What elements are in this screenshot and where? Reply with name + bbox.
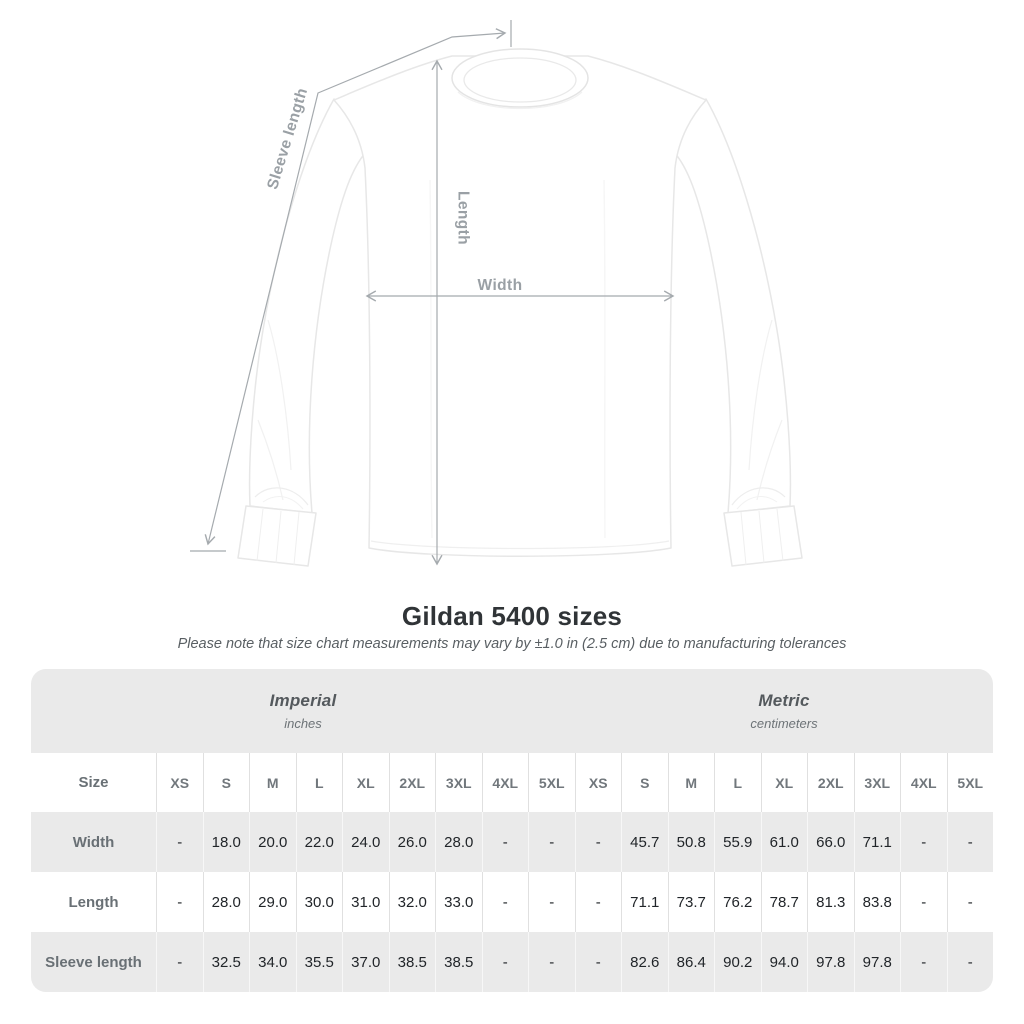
value-cell: 32.0 <box>389 872 436 932</box>
value-cell: 37.0 <box>342 932 389 992</box>
size-header-metric-s: S <box>621 753 668 812</box>
metric-unit: centimeters <box>750 716 818 731</box>
value-cell: - <box>947 932 994 992</box>
tolerance-note: Please note that size chart measurements may vary by ±1.0 in (2.5 cm) due to manufacturing tolerances <box>177 636 847 652</box>
imperial-header <box>31 669 575 753</box>
value-cell: 71.1 <box>854 812 901 872</box>
value-cell: 73.7 <box>668 872 715 932</box>
value-cell: - <box>156 812 203 872</box>
value-cell: 22.0 <box>296 812 343 872</box>
row-header-width: Width <box>31 812 156 872</box>
row-header-sleeve-length: Sleeve length <box>31 932 156 992</box>
value-cell: 30.0 <box>296 872 343 932</box>
value-cell: - <box>575 812 622 872</box>
value-cell: 28.0 <box>203 872 250 932</box>
unit-band <box>31 669 993 753</box>
size-header-imperial-xs: XS <box>156 753 203 812</box>
metric-title: Metric <box>758 691 810 710</box>
size-header-imperial-m: M <box>249 753 296 812</box>
value-cell: 20.0 <box>249 812 296 872</box>
width-label: Width <box>477 277 523 294</box>
value-cell: 94.0 <box>761 932 808 992</box>
size-header-metric-xl: XL <box>761 753 808 812</box>
value-cell: 32.5 <box>203 932 250 992</box>
value-cell: 61.0 <box>761 812 808 872</box>
size-header-metric-xs: XS <box>575 753 622 812</box>
size-header-metric-l: L <box>714 753 761 812</box>
size-header-metric-4xl: 4XL <box>900 753 947 812</box>
value-cell: 90.2 <box>714 932 761 992</box>
imperial-title: Imperial <box>269 691 337 710</box>
size-header-imperial-5xl: 5XL <box>528 753 575 812</box>
value-cell: - <box>528 932 575 992</box>
value-cell: 82.6 <box>621 932 668 992</box>
value-cell: 55.9 <box>714 812 761 872</box>
value-cell: 83.8 <box>854 872 901 932</box>
value-cell: - <box>482 812 529 872</box>
size-header-metric-5xl: 5XL <box>947 753 994 812</box>
shirt-graphic <box>238 49 802 566</box>
value-cell: 26.0 <box>389 812 436 872</box>
size-column-header: Size <box>31 753 156 812</box>
value-cell: 18.0 <box>203 812 250 872</box>
value-cell: - <box>900 932 947 992</box>
value-cell: 24.0 <box>342 812 389 872</box>
size-header-imperial-2xl: 2XL <box>389 753 436 812</box>
value-cell: 29.0 <box>249 872 296 932</box>
value-cell: - <box>156 872 203 932</box>
value-cell: - <box>482 932 529 992</box>
value-cell: - <box>528 872 575 932</box>
size-header-metric-2xl: 2XL <box>807 753 854 812</box>
value-cell: 50.8 <box>668 812 715 872</box>
value-cell: 71.1 <box>621 872 668 932</box>
value-cell: 66.0 <box>807 812 854 872</box>
size-header-metric-3xl: 3XL <box>854 753 901 812</box>
value-cell: - <box>528 812 575 872</box>
size-header-imperial-3xl: 3XL <box>435 753 482 812</box>
size-chart-table <box>31 669 993 992</box>
metric-header <box>575 669 993 753</box>
size-grid <box>31 753 993 992</box>
value-cell: 38.5 <box>435 932 482 992</box>
value-cell: 81.3 <box>807 872 854 932</box>
value-cell: - <box>900 812 947 872</box>
value-cell: - <box>575 932 622 992</box>
value-cell: 33.0 <box>435 872 482 932</box>
value-cell: 35.5 <box>296 932 343 992</box>
value-cell: - <box>947 812 994 872</box>
size-header-imperial-xl: XL <box>342 753 389 812</box>
value-cell: 97.8 <box>807 932 854 992</box>
value-cell: 45.7 <box>621 812 668 872</box>
value-cell: 86.4 <box>668 932 715 992</box>
page-title: Gildan 5400 sizes <box>401 601 623 631</box>
imperial-unit: inches <box>284 716 322 731</box>
value-cell: 97.8 <box>854 932 901 992</box>
length-label: Length <box>454 190 472 246</box>
value-cell: 31.0 <box>342 872 389 932</box>
row-header-length: Length <box>31 872 156 932</box>
value-cell: - <box>575 872 622 932</box>
size-header-imperial-l: L <box>296 753 343 812</box>
size-header-imperial-s: S <box>203 753 250 812</box>
value-cell: - <box>900 872 947 932</box>
value-cell: - <box>482 872 529 932</box>
value-cell: - <box>947 872 994 932</box>
sleeve-length-label: Sleeve length <box>264 85 312 192</box>
size-header-imperial-4xl: 4XL <box>482 753 529 812</box>
value-cell: 78.7 <box>761 872 808 932</box>
value-cell: 76.2 <box>714 872 761 932</box>
value-cell: 28.0 <box>435 812 482 872</box>
size-header-metric-m: M <box>668 753 715 812</box>
value-cell: 38.5 <box>389 932 436 992</box>
value-cell: - <box>156 932 203 992</box>
value-cell: 34.0 <box>249 932 296 992</box>
